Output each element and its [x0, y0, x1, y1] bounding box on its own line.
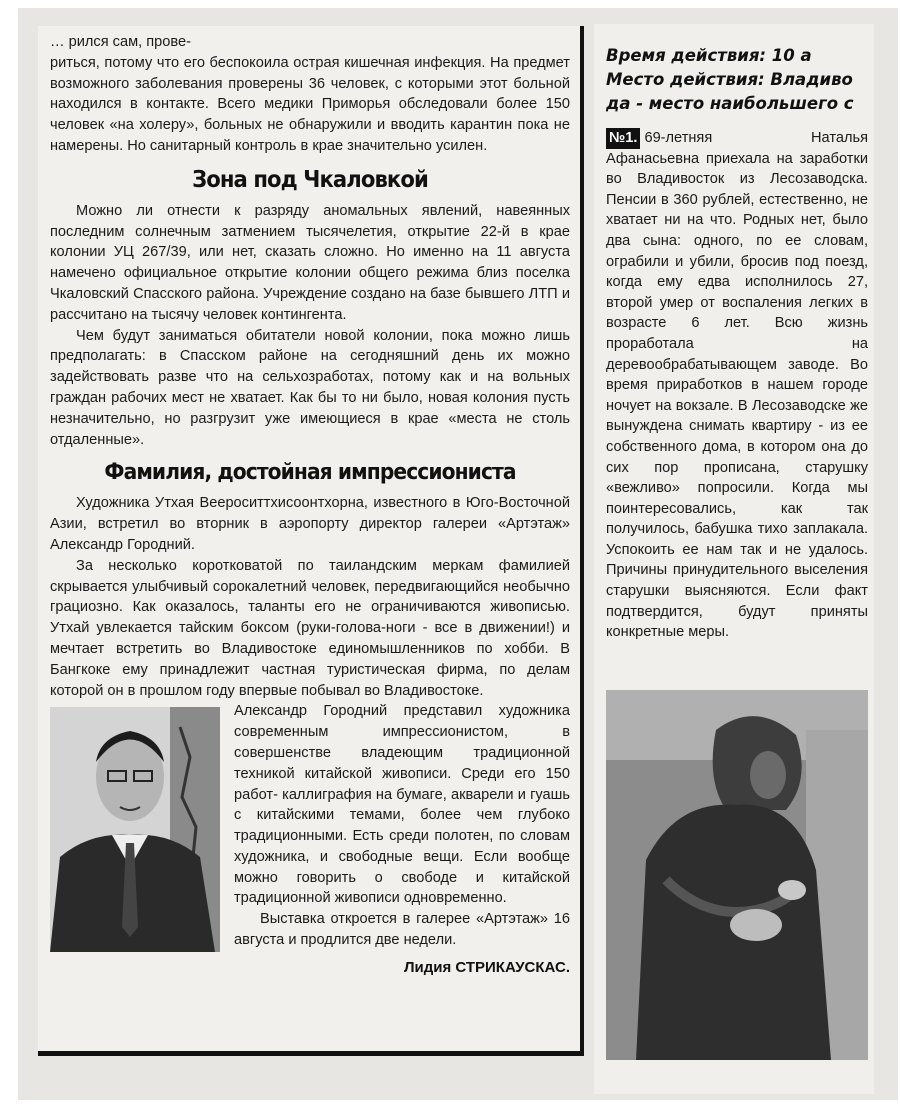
sidebar-heading-line-3: да - место наибольшего с: [606, 94, 854, 113]
artist-photo: [50, 707, 220, 952]
side-column: [594, 24, 874, 1094]
zone-paragraph-2: Чем будут заниматься обитатели новой колонии, пока можно лишь предполагать: в Спасском районе на сегодняшний день их можно задействовать разве что на сельхозработах, потому как и на вольных граждан рабочих мест не хватает. Как бы то ни было, новая колония пусть незначительно, но разгрузит уже имеющиеся в крае «места не столь отдаленные».: [50, 327, 570, 448]
article-cholera-text: … рился сам, прове- риться, потому что его беспокоила острая кишечная инфекция. На предмет возможного заболевания проверены 36 человек, с которыми этот больной находился в контакте. Всего медики Приморья обследовали более 150 человек «на холеру», больных не обнаружили и вводить карантин пока не намерены. Но санитарный контроль в крае значительно усилен.: [50, 34, 570, 154]
zone-paragraph-1: Можно ли отнести к разряду аномальных явлений, навеянных последним солнечным затмением тысячелетия, открытие 22-й в крае колонии УЦ 267/39, или нет, сказать сложно. Но именно на 11 августа намечено официальное открытие колонии общего режима близ поселка Чкаловский Спасского района. Учреждение создано на базе бывшего ЛТП и рассчитано на тысячу человек контингента.: [50, 202, 570, 323]
author-signature: Лидия СТРИКАУСКАС.: [403, 958, 570, 976]
sidebar-story: [606, 128, 868, 643]
story-number-badge: №1.: [606, 128, 640, 149]
sidebar-heading: [594, 24, 874, 116]
main-column: [38, 26, 584, 1056]
heading-impressionist: Фамилия, достойная импрессиониста: [104, 460, 516, 486]
artist-paragraph-3: Александр Городний представил художника современным импрессионистом, в совершенстве владеющим традиционной техникой китайской живописи. Среди его 150 работ- каллиграфия на бумаге, акварели и гуашь с китайскими темами, более чем глубоко традиционными. Есть среди полотен, по словам художника, и свободные вещи. Если вообще можно говорить о свободе и китайской традиционной живописи одновременно.: [234, 703, 570, 907]
sidebar-story-text: 69-летняя Наталья Афанасьевна приехала на заработки во Владивосток из Лесозаводска. Пенсии в 360 рублей, естественно, не хватает ни на что. Родных нет, было два сына: одного, по ее словам, ограбили и убили, бросив под поезд, когда ему едва исполнилось 27, второй умер от воспаления легких в возрасте 6 лет. Всю жизнь проработала на деревообрабатывающем заводе. Во время приработков в нашем городе ночует на вокзале. В Лесозаводске же вынуждена снимать квартиру - из ее собственного дома, в котором она до сих пор прописана, старушку «вежливо» попросили. Когда мы поинтересовались, как так получилось, бабушка тихо заплакала. Успокоить ее нам так и не удалось. Причины принудительного выселения старушки выясняются. Если факт подтвердится, будут приняты конкретные меры.: [606, 130, 868, 641]
artist-portrait-image: [50, 707, 220, 952]
artist-paragraph-2: За несколько коротковатой по таиландским меркам фамилией скрывается улыбчивый сорокалетний человек, передвигающийся необычно грациозно. Как оказалось, таланты его не ограничиваются живописью. Утхай увлекается тайским боксом (руки-голова-ноги - все в движении!) и мечтает встретить во Владивостоке единомышленников по хобби. В Бангкоке ему принадлежит частная туристическая фирма, по делам которой он в прошлом году впервые побывал во Владивостоке.: [50, 557, 570, 699]
artist-paragraph-4: Выставка откроется в галерее «Артэтаж» 16 августа и продлится две недели.: [234, 911, 570, 949]
elderly-woman-photo: [606, 690, 868, 1060]
elderly-woman-image: [606, 690, 868, 1060]
sidebar-heading-line-1: Время действия: 10 а: [606, 46, 812, 65]
artist-paragraph-1: Художника Утхая Веероситтхисоонтхорна, известного в Юго-Восточной Азии, встретил во вторник в аэропорту директор галереи «Артэтаж» Александр Городний.: [50, 495, 570, 553]
sidebar-heading-line-2: Место действия: Владиво: [606, 70, 853, 89]
heading-zone: Зона под Чкаловкой: [192, 166, 428, 193]
